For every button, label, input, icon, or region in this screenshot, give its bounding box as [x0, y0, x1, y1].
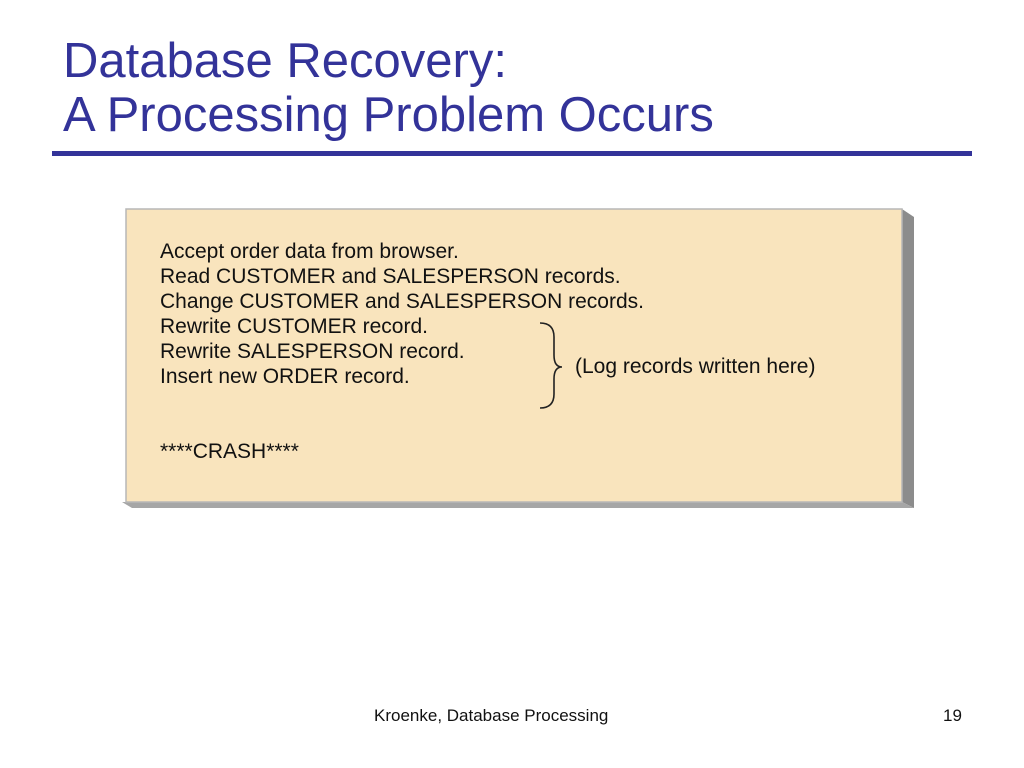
- slide-title-line-1: Database Recovery:: [63, 34, 507, 88]
- crash-label: ****CRASH****: [160, 440, 299, 463]
- step-item: Read CUSTOMER and SALESPERSON records.: [160, 265, 621, 288]
- footer-source: Kroenke, Database Processing: [374, 706, 609, 725]
- slide-title-line-2: A Processing Problem Occurs: [63, 88, 714, 142]
- step-item: Rewrite CUSTOMER record.: [160, 315, 428, 338]
- log-records-note: (Log records written here): [575, 355, 816, 378]
- step-item: Change CUSTOMER and SALESPERSON records.: [160, 290, 644, 313]
- figure-box-right-bevel: [902, 209, 914, 508]
- processing-steps-figure: [122, 205, 914, 511]
- step-item: Accept order data from browser.: [160, 240, 459, 263]
- step-item: Rewrite SALESPERSON record.: [160, 340, 465, 363]
- processing-steps-list: [160, 239, 644, 389]
- title-underline-rule: [52, 151, 972, 156]
- step-item: Insert new ORDER record.: [160, 365, 410, 388]
- page-number: 19: [943, 706, 962, 725]
- figure-box-bottom-bevel: [122, 502, 914, 508]
- slide-title: [63, 34, 714, 142]
